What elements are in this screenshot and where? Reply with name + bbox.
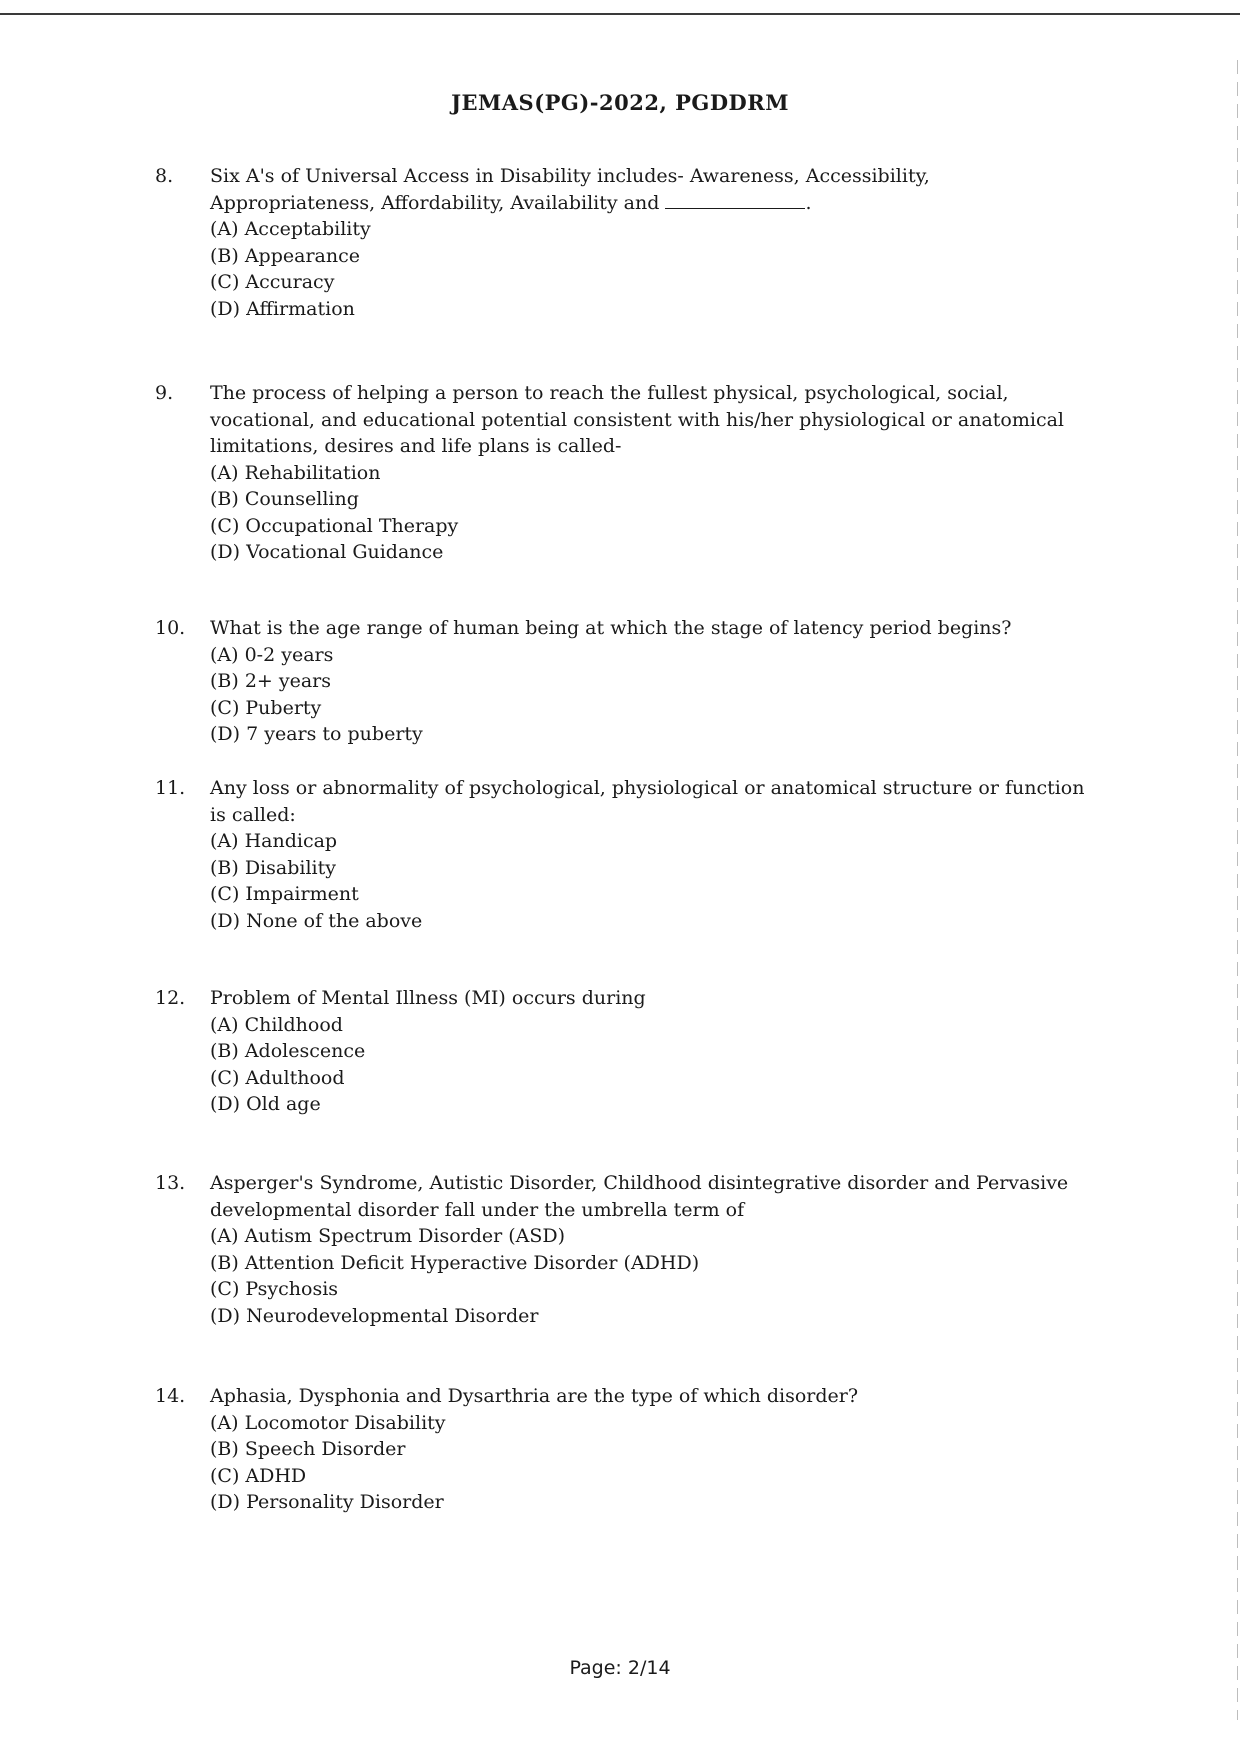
- option-a: (A) Handicap: [210, 830, 338, 852]
- option-d: (D) 7 years to puberty: [210, 723, 423, 745]
- option-b: (B) 2+ years: [210, 670, 332, 692]
- question-number: 11.: [155, 777, 186, 799]
- option-c: (C) Accuracy: [210, 271, 335, 293]
- option-d: (D) Affirmation: [210, 297, 355, 320]
- option-b: (B) Disability: [210, 856, 336, 879]
- question-line: Aphasia, Dysphonia and Dysarthria are the type of which disorder?: [210, 1385, 859, 1407]
- question-11: [155, 775, 1115, 934]
- option-b: (B) Attention Deficit Hyperactive Disorder (ADHD): [210, 1251, 700, 1274]
- question-line: Appropriateness, Affordability, Availability and .: [210, 191, 812, 214]
- page-title: JEMAS(PG)-2022, PGDDRM: [451, 90, 789, 115]
- page-number: Page: 2/14: [569, 1657, 671, 1679]
- option-b: (B) Adolescence: [210, 1040, 366, 1062]
- option-c: (C) Occupational Therapy: [210, 514, 459, 537]
- question-9: [155, 380, 1115, 566]
- option-d: (D) Neurodevelopmental Disorder: [210, 1304, 539, 1327]
- answer-blank: [665, 190, 805, 209]
- question-number: 12.: [155, 987, 186, 1009]
- question-14: [155, 1383, 1115, 1516]
- question-8: [155, 163, 1115, 322]
- question-line: limitations, desires and life plans is called-: [210, 435, 622, 457]
- option-a: (A) Childhood: [210, 1013, 343, 1036]
- option-b: (B) Counselling: [210, 488, 359, 510]
- question-13: [155, 1170, 1115, 1329]
- question-number: 9.: [155, 382, 174, 404]
- option-d: (D) Old age: [210, 1093, 321, 1115]
- question-number: 10.: [155, 617, 186, 639]
- option-c: (C) Psychosis: [210, 1278, 339, 1300]
- question-line: Six A's of Universal Access in Disability includes- Awareness, Accessibility,: [210, 165, 930, 187]
- option-c: (C) Puberty: [210, 696, 322, 719]
- option-b: (B) Speech Disorder: [210, 1438, 406, 1460]
- option-b: (B) Appearance: [210, 244, 360, 267]
- option-a: (A) 0-2 years: [210, 643, 334, 666]
- option-c: (C) Adulthood: [210, 1066, 345, 1089]
- question-10: [155, 615, 1115, 748]
- question-line: is called:: [210, 803, 296, 826]
- question-number: 14.: [155, 1385, 186, 1407]
- question-line: developmental disorder fall under the umbrella term of: [210, 1198, 745, 1221]
- question-12: [155, 985, 1115, 1118]
- question-line: Any loss or abnormality of psychological, physiological or anatomical structure or function: [210, 777, 1085, 799]
- question-text: [210, 163, 1115, 216]
- option-a: (A) Rehabilitation: [210, 461, 381, 484]
- question-line: The process of helping a person to reach the fullest physical, psychological, social,: [210, 382, 1009, 404]
- option-d: (D) Personality Disorder: [210, 1491, 444, 1513]
- question-number: 13.: [155, 1172, 186, 1194]
- top-rule: [0, 13, 1240, 15]
- option-a: (A) Autism Spectrum Disorder (ASD): [210, 1225, 566, 1247]
- question-line: What is the age range of human being at which the stage of latency period begins?: [210, 617, 1012, 639]
- question-line: Problem of Mental Illness (MI) occurs during: [210, 987, 646, 1009]
- question-number: 8.: [155, 165, 174, 187]
- question-line: vocational, and educational potential consistent with his/her physiological or anatomical: [210, 408, 1065, 431]
- question-line: Asperger's Syndrome, Autistic Disorder, Childhood disintegrative disorder and Pervasive: [210, 1172, 1069, 1194]
- option-a: (A) Locomotor Disability: [210, 1411, 446, 1434]
- scan-edge-marks: [1237, 60, 1238, 1720]
- option-d: (D) None of the above: [210, 909, 423, 932]
- option-c: (C) Impairment: [210, 883, 359, 905]
- option-a: (A) Acceptability: [210, 218, 371, 240]
- option-c: (C) ADHD: [210, 1464, 307, 1487]
- option-d: (D) Vocational Guidance: [210, 541, 444, 563]
